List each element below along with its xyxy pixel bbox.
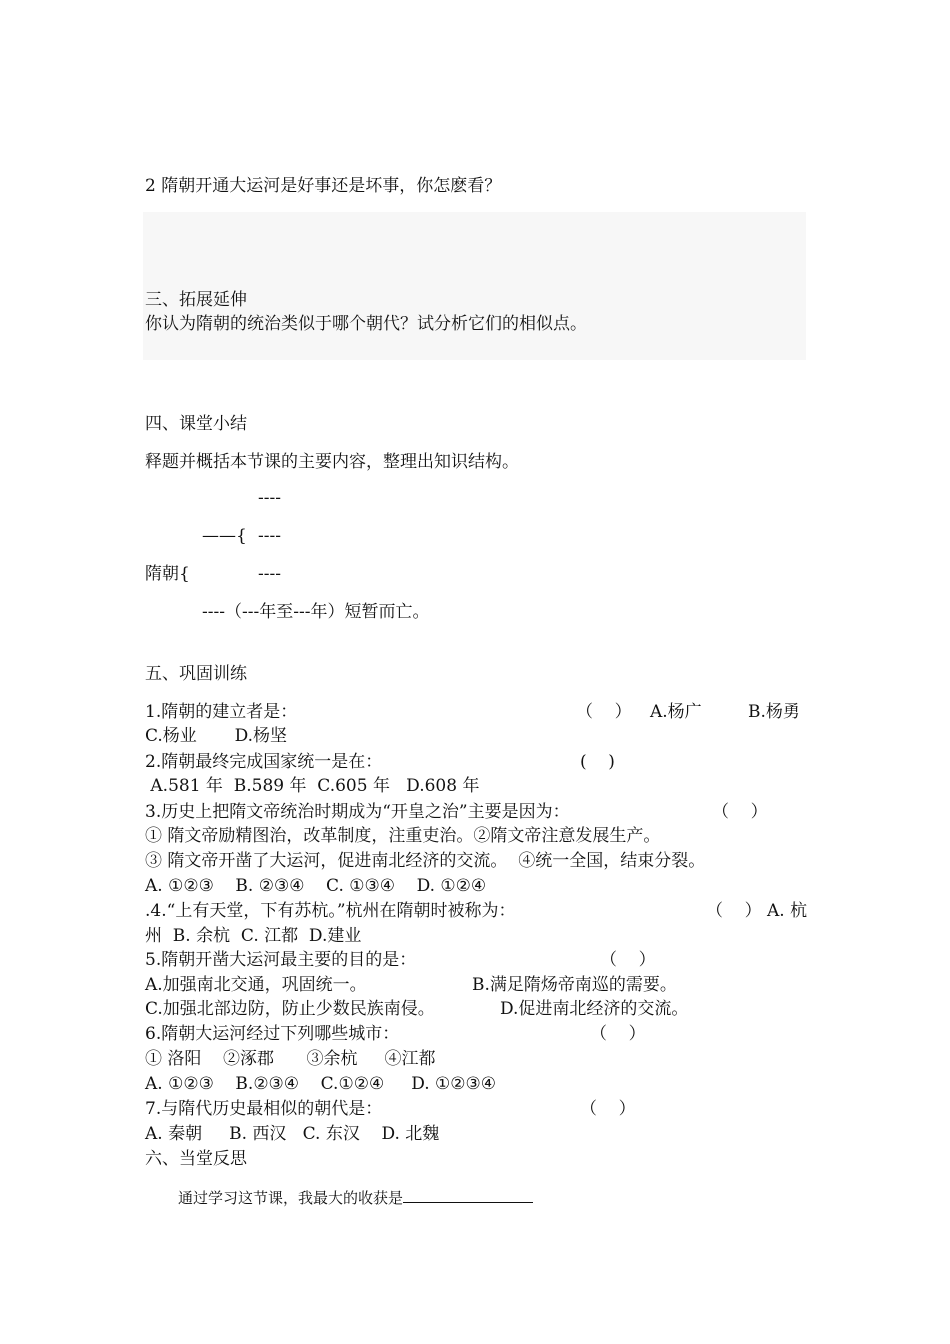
q5-option-b: B.满足隋炀帝南巡的需要。 (472, 975, 677, 995)
outline-line-3: ---- (258, 564, 281, 584)
outline-line-4: ----（---年至---年）短暂而亡。 (202, 602, 430, 622)
outline-line-1: ---- (258, 488, 281, 508)
outline-line-2-brace: ——{ (202, 526, 247, 546)
q1-paren: （ ） (576, 702, 632, 722)
q2-options: A.581 年 B.589 年 C.605 年 D.608 年 (145, 776, 480, 796)
q3-paren: （ ） (712, 802, 768, 822)
section-4-title: 四、课堂小结 (145, 414, 247, 434)
q5-stem: 5.隋朝开凿大运河最主要的目的是： (145, 950, 417, 970)
q2-stem: 2.隋朝最终完成国家统一是在： (145, 752, 383, 772)
section-5-title: 五、巩固训练 (145, 664, 247, 684)
q1-stem: 1.隋朝的建立者是： (145, 702, 298, 722)
section-6-title: 六、当堂反思 (145, 1149, 247, 1169)
q5-option-c: C.加强北部边防，防止少数民族南侵。 (145, 999, 435, 1019)
q5-option-d: D.促进南北经济的交流。 (500, 999, 689, 1019)
q7-paren: （ ） (580, 1099, 636, 1119)
q6-line-1: ① 洛阳 ②涿郡 ③余杭 ④江都 (145, 1049, 436, 1069)
question-2-title: 2 隋朝开通大运河是好事还是坏事，你怎麽看？ (145, 176, 502, 196)
q6-options: A. ①②③ B.②③④ C.①②④ D. ①②③④ (145, 1074, 496, 1094)
q4-line-2: 州 B. 余杭 C. 江都 D.建业 (145, 926, 362, 946)
shaded-block (143, 212, 806, 360)
q6-paren: （ ） (590, 1024, 646, 1044)
q4-paren: （ ） A. 杭 (706, 901, 808, 921)
q2-paren: ( ) (580, 752, 615, 772)
outline-line-2: ---- (258, 526, 281, 546)
reflection-line (178, 1186, 533, 1210)
q7-stem: 7.与隋代历史最相似的朝代是： (145, 1099, 383, 1119)
q3-line-2: ③ 隋文帝开凿了大运河，促进南北经济的交流。 ④统一全国，结束分裂。 (145, 851, 706, 871)
section-3-question: 你认为隋朝的统治类似于哪个朝代？试分析它们的相似点。 (145, 314, 587, 334)
outline-root: 隋朝{ (145, 564, 190, 584)
q3-options: A. ①②③ B. ②③④ C. ①③④ D. ①②④ (145, 876, 487, 896)
q6-stem: 6.隋朝大运河经过下列哪些城市： (145, 1024, 400, 1044)
q3-stem: 3.历史上把隋文帝统治时期成为“开皇之治”主要是因为： (145, 802, 570, 822)
section-3-title: 三、拓展延伸 (145, 290, 247, 310)
answer-blank[interactable] (403, 1188, 533, 1203)
q7-options: A. 秦朝 B. 西汉 C. 东汉 D. 北魏 (145, 1124, 440, 1144)
q1-option-b: B.杨勇 (748, 702, 800, 722)
reflection-text: 通过学习这节课，我最大的收获是 (178, 1189, 404, 1207)
q3-line-1: ① 隋文帝励精图治，改革制度，注重吏治。②隋文帝注意发展生产。 (145, 826, 661, 846)
q5-option-a: A.加强南北交通，巩固统一。 (145, 975, 367, 995)
q5-paren: （ ） (600, 950, 656, 970)
q4-stem: .4.“上有天堂，下有苏杭。”杭州在隋朝时被称为： (145, 901, 516, 921)
section-4-intro: 释题并概括本节课的主要内容，整理出知识结构。 (145, 452, 519, 472)
q1-option-a: A.杨广 (650, 702, 702, 722)
q1-options-cd: C.杨业 D.杨坚 (145, 726, 288, 746)
